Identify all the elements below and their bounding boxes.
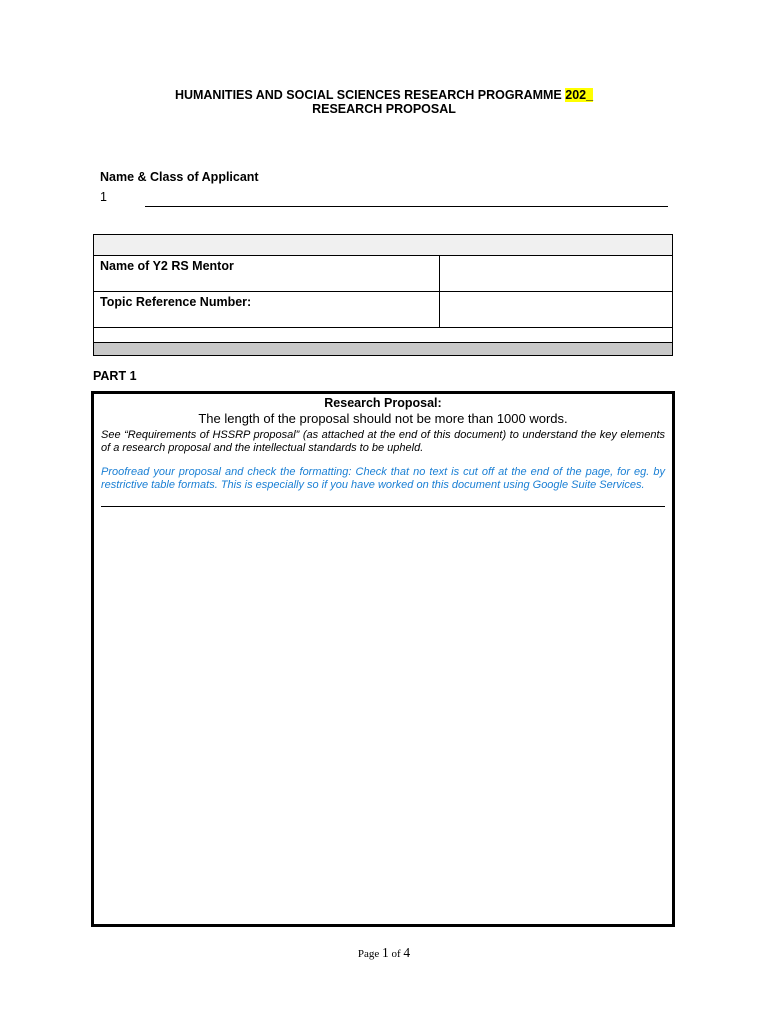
- applicant-number: 1: [100, 190, 107, 204]
- footer-shade-row: [94, 343, 673, 356]
- document-header: [0, 88, 768, 116]
- page-number: 1: [381, 945, 389, 960]
- topic-label: Topic Reference Number:: [94, 292, 440, 328]
- part-label: PART 1: [93, 369, 137, 383]
- year-highlight: 202_: [565, 88, 594, 102]
- table-header-row: [94, 235, 673, 256]
- proofread-note: Proofread your proposal and check the formatting: Check that no text is cut off at the end of the page, for eg. by restrictive table formats. This is especially so if you have worked on this document using Google Suite Services.: [101, 466, 665, 491]
- document-subtitle: RESEARCH PROPOSAL: [312, 102, 456, 116]
- page-footer: [0, 944, 768, 962]
- mentor-value-cell[interactable]: [440, 256, 673, 292]
- blank-cell: [94, 328, 673, 343]
- total-pages: 4: [403, 945, 411, 960]
- topic-row: [94, 292, 673, 328]
- applicant-name-line[interactable]: [145, 206, 668, 207]
- mentor-row: [94, 256, 673, 292]
- proposal-length-note: The length of the proposal should not be more than 1000 words.: [198, 411, 568, 426]
- blank-row: [94, 328, 673, 343]
- topic-value-cell[interactable]: [440, 292, 673, 328]
- requirements-note: See “Requirements of HSSRP proposal” (as attached at the end of this document) to understand the key elements of a research proposal and the intellectual standards to be upheld.: [101, 429, 665, 454]
- programme-title: HUMANITIES AND SOCIAL SCIENCES RESEARCH PROGRAMME: [174, 88, 566, 102]
- proposal-divider: [101, 506, 665, 507]
- header-title-line: [0, 88, 768, 102]
- page-word: Page: [357, 948, 382, 960]
- proposal-title: Research Proposal:: [324, 396, 442, 410]
- mentor-label: Name of Y2 RS Mentor: [94, 256, 440, 292]
- applicant-label: Name & Class of Applicant: [100, 170, 259, 184]
- mentor-table: [93, 234, 673, 356]
- of-word: of: [388, 948, 404, 960]
- shaded-header-cell: [94, 235, 673, 256]
- dark-shaded-cell: [94, 343, 673, 356]
- proposal-box[interactable]: [91, 391, 675, 927]
